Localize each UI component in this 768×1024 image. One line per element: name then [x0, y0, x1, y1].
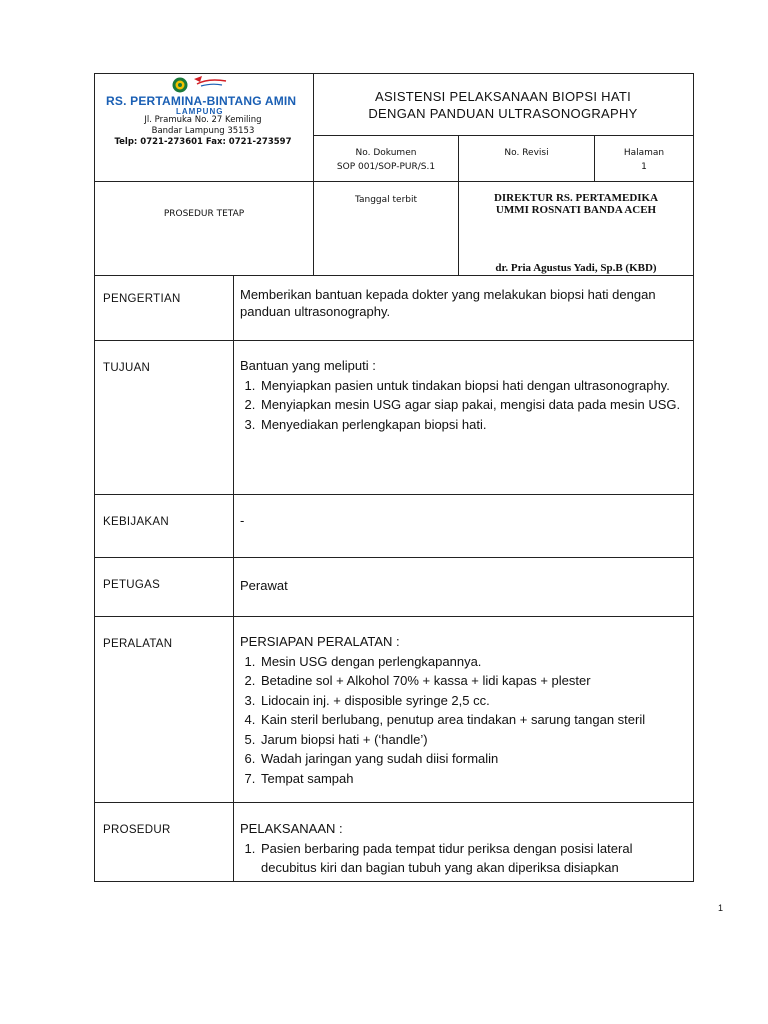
prosedur-intro: PELAKSANAAN : [240, 821, 343, 836]
revision-label: No. Revisi [504, 148, 549, 158]
hospital-name: RS. PERTAMINA-BINTANG AMIN [106, 94, 297, 108]
list-item: 5. Jarum biopsi hati + (‘handle’) [259, 730, 686, 750]
procedure-label: PROSEDUR TETAP [163, 209, 245, 219]
hospital-phone: Telp: 0721-273601 Fax: 0721-273597 [114, 137, 292, 147]
table-border-left [94, 73, 95, 882]
list-item: 2. Betadine sol + Alkohol 70% + kassa + lidi kapas + plester [259, 671, 686, 691]
hospital-city: Bandar Lampung 35153 [151, 126, 255, 136]
table-rule [313, 135, 694, 136]
list-item: 3. Menyediakan perlengkapan biopsi hati. [259, 415, 686, 435]
list-item: 2. Menyiapkan mesin USG agar siap pakai, mengisi data pada mesin USG. [259, 395, 686, 415]
section-label-prosedur: PROSEDUR [103, 824, 171, 836]
section-label-tujuan: TUJUAN [103, 362, 151, 374]
prosedur-content [240, 819, 686, 878]
table-rule [94, 616, 694, 617]
table-rule [94, 181, 694, 182]
document-title-line2: DENGAN PANDUAN ULTRASONOGRAPHY [368, 106, 638, 121]
list-item: 1. Menyiapkan pasien untuk tindakan biopsi hati dengan ultrasonography. [259, 376, 686, 396]
hospital-address: Jl. Pramuka No. 27 Kemiling [144, 115, 262, 125]
peralatan-content [240, 632, 686, 788]
table-rule [94, 802, 694, 803]
doc-number-value: SOP 001/SOP-PUR/S.1 [336, 162, 436, 172]
list-item: 7. Tempat sampah [259, 769, 686, 789]
table-border-right [693, 73, 694, 882]
tujuan-list [240, 376, 686, 435]
table-rule [233, 275, 234, 881]
pengertian-text: Memberikan bantuan kepada dokter yang melakukan biopsi hati dengan panduan ultrasonography. [240, 287, 656, 319]
table-rule [94, 557, 694, 558]
page-value: 1 [641, 162, 647, 172]
peralatan-list [240, 652, 686, 789]
list-item: 3. Lidocain inj. + disposible syringe 2,5 cc. [259, 691, 686, 711]
list-item: 1. Pasien berbaring pada tempat tidur periksa dengan posisi lateral decubitus kiri dan bagian tubuh yang akan diperiksa disiapkan [259, 839, 636, 878]
section-label-petugas: PETUGAS [103, 579, 161, 591]
tujuan-intro: Bantuan yang meliputi : [240, 358, 376, 373]
table-rule [94, 340, 694, 341]
kebijakan-text: - [240, 513, 245, 528]
director-title-line2: UMMI ROSNATI BANDA ACEH [495, 204, 657, 216]
list-item: 4. Kain steril berlubang, penutup area tindakan + sarung tangan steril [259, 710, 686, 730]
section-label-kebijakan: KEBIJAKAN [103, 516, 169, 528]
table-rule [94, 494, 694, 495]
list-item: 1. Mesin USG dengan perlengkapannya. [259, 652, 686, 672]
page-number: 1 [718, 903, 724, 913]
date-label: Tanggal terbit [354, 195, 418, 205]
peralatan-intro: PERSIAPAN PERALATAN : [240, 634, 400, 649]
list-item: 6. Wadah jaringan yang sudah diisi formalin [259, 749, 686, 769]
section-label-peralatan: PERALATAN [103, 638, 173, 650]
table-rule [94, 275, 694, 276]
director-title-line1: DIREKTUR RS. PERTAMEDIKA [493, 192, 659, 204]
section-label-pengertian: PENGERTIAN [103, 293, 181, 305]
hospital-subtitle: LAMPUNG [176, 107, 224, 116]
page-label: Halaman [623, 148, 665, 158]
petugas-text: Perawat [240, 578, 288, 593]
prosedur-list [240, 839, 686, 878]
table-border-bottom [94, 881, 694, 882]
director-name: dr. Pria Agustus Yadi, Sp.B (KBD) [495, 262, 657, 274]
doc-number-label: No. Dokumen [355, 148, 417, 158]
tujuan-content [240, 356, 686, 434]
document-title-line1: ASISTENSI PELAKSANAAN BIOPSI HATI [374, 89, 631, 104]
